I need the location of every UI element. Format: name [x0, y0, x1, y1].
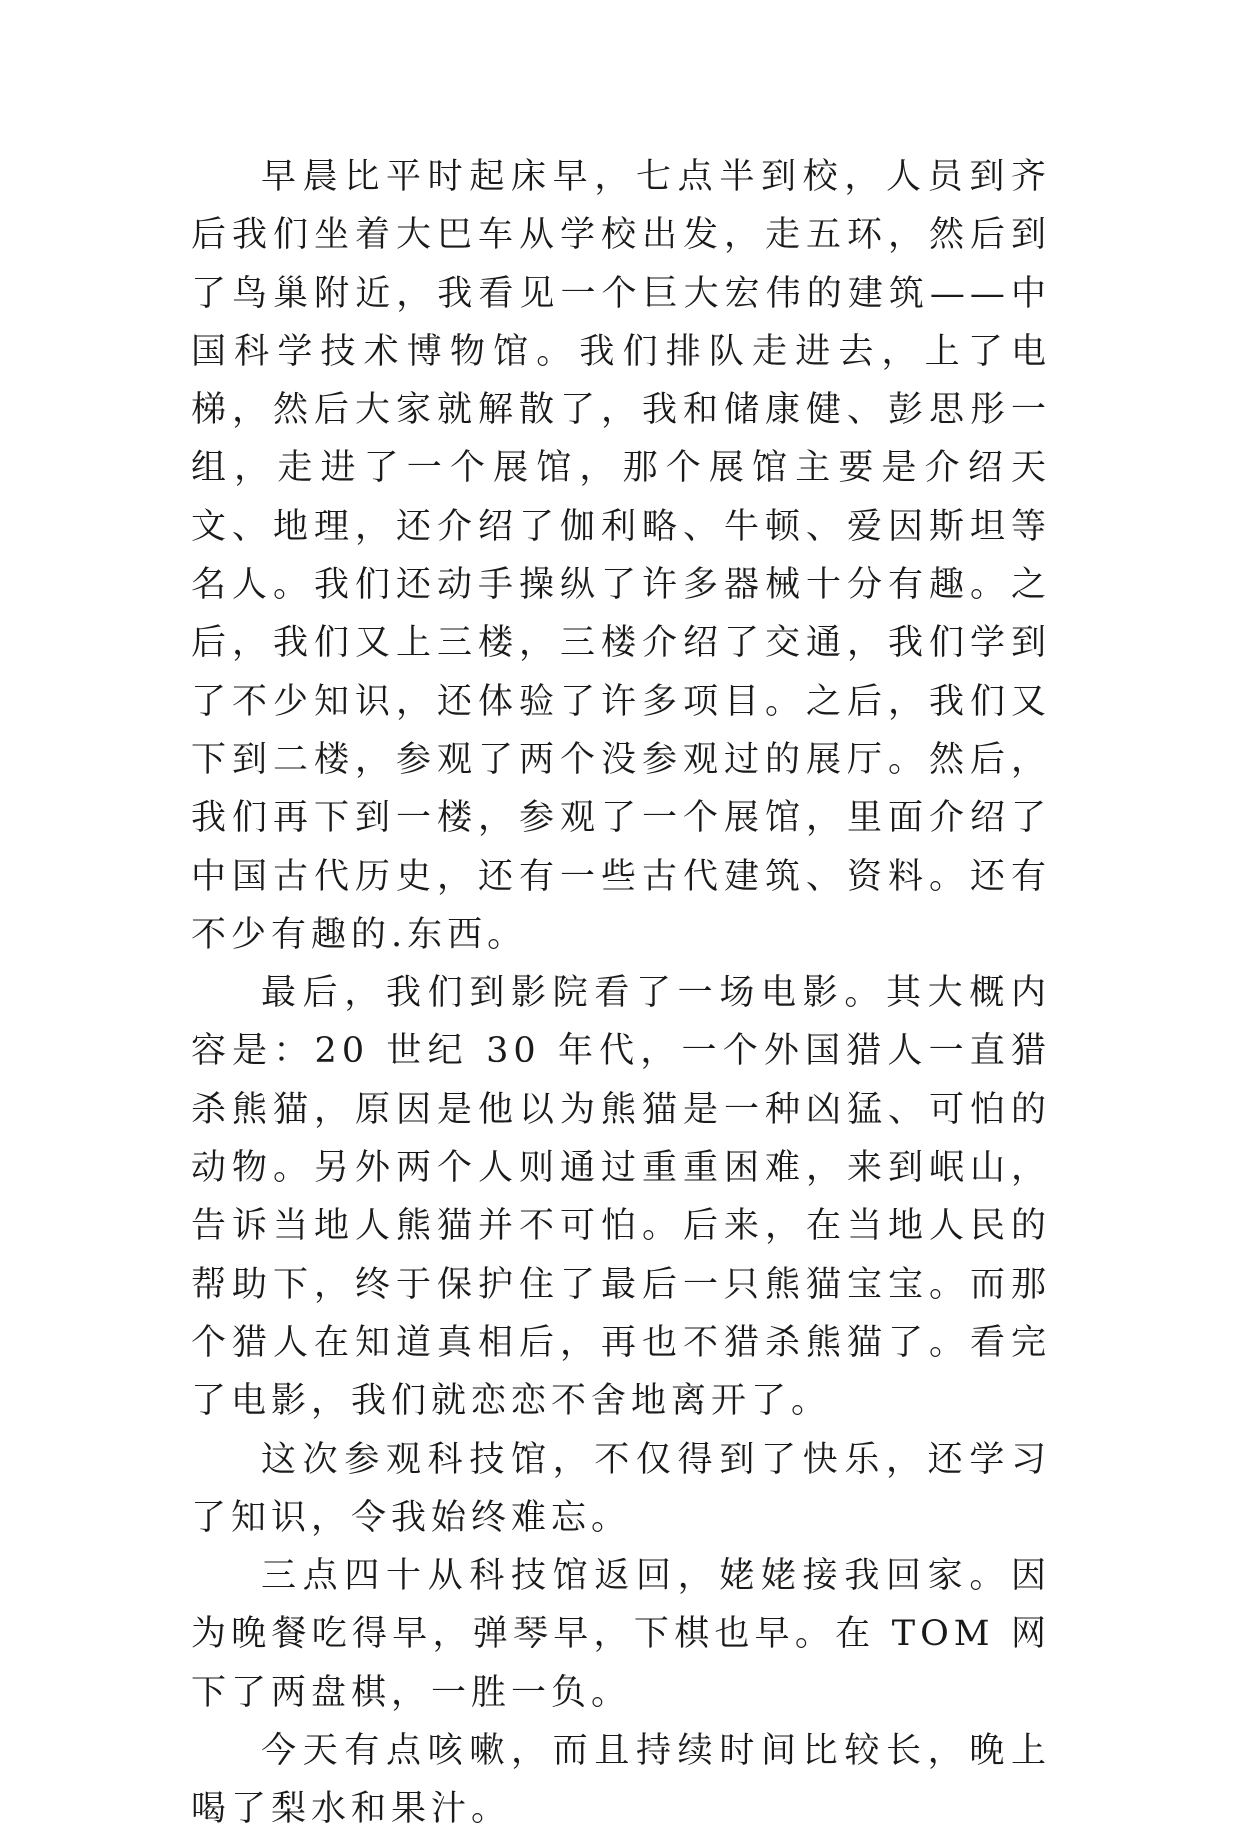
- paragraph-museum-visit: 早晨比平时起床早，七点半到校，人员到齐后我们坐着大巴车从学校出发，走五环，然后到了鸟巢附近，我看见一个巨大宏伟的建筑——中国科学技术博物馆。我们排队走进去，上了电梯，然后大家就解散了，我和储康健、彭思彤一组，走进了一个展馆，那个展馆主要是介绍天文、地理，还介绍了伽利略、牛顿、爱因斯坦等名人。我们还动手操纵了许多器械十分有趣。之后，我们又上三楼，三楼介绍了交通，我们学到了不少知识，还体验了许多项目。之后，我们又下到二楼，参观了两个没参观过的展厅。然后，我们再下到一楼，参观了一个展馆，里面介绍了中国古代历史，还有一些古代建筑、资料。还有不少有趣的.东西。: [191, 157, 1051, 955]
- paragraph-cough: 今天有点咳嗽，而且持续时间比较长，晚上喝了梨水和果汁。: [191, 1731, 1051, 1830]
- paragraph-reflection: 这次参观科技馆，不仅得到了快乐，还学习了知识，令我始终难忘。: [191, 1439, 1051, 1538]
- paragraph-return-home: 三点四十从科技馆返回，姥姥接我回家。因为晚餐吃得早，弹琴早，下棋也早。在 TOM 网下了两盘棋，一胜一负。: [191, 1556, 1051, 1713]
- paragraph-movie: 最后，我们到影院看了一场电影。其大概内容是：20 世纪 30 年代，一个外国猎人一直猎杀熊猫，原因是他以为熊猫是一种凶猛、可怕的动物。另外两个人则通过重重困难，来到岷山，告诉当地人熊猫并不可怕。后来，在当地人民的帮助下，终于保护住了最后一只熊猫宝宝。而那个猎人在知道真相后，再也不猎杀熊猫了。看完了电影，我们就恋恋不舍地离开了。: [191, 973, 1051, 1422]
- document-body: [191, 148, 1051, 1839]
